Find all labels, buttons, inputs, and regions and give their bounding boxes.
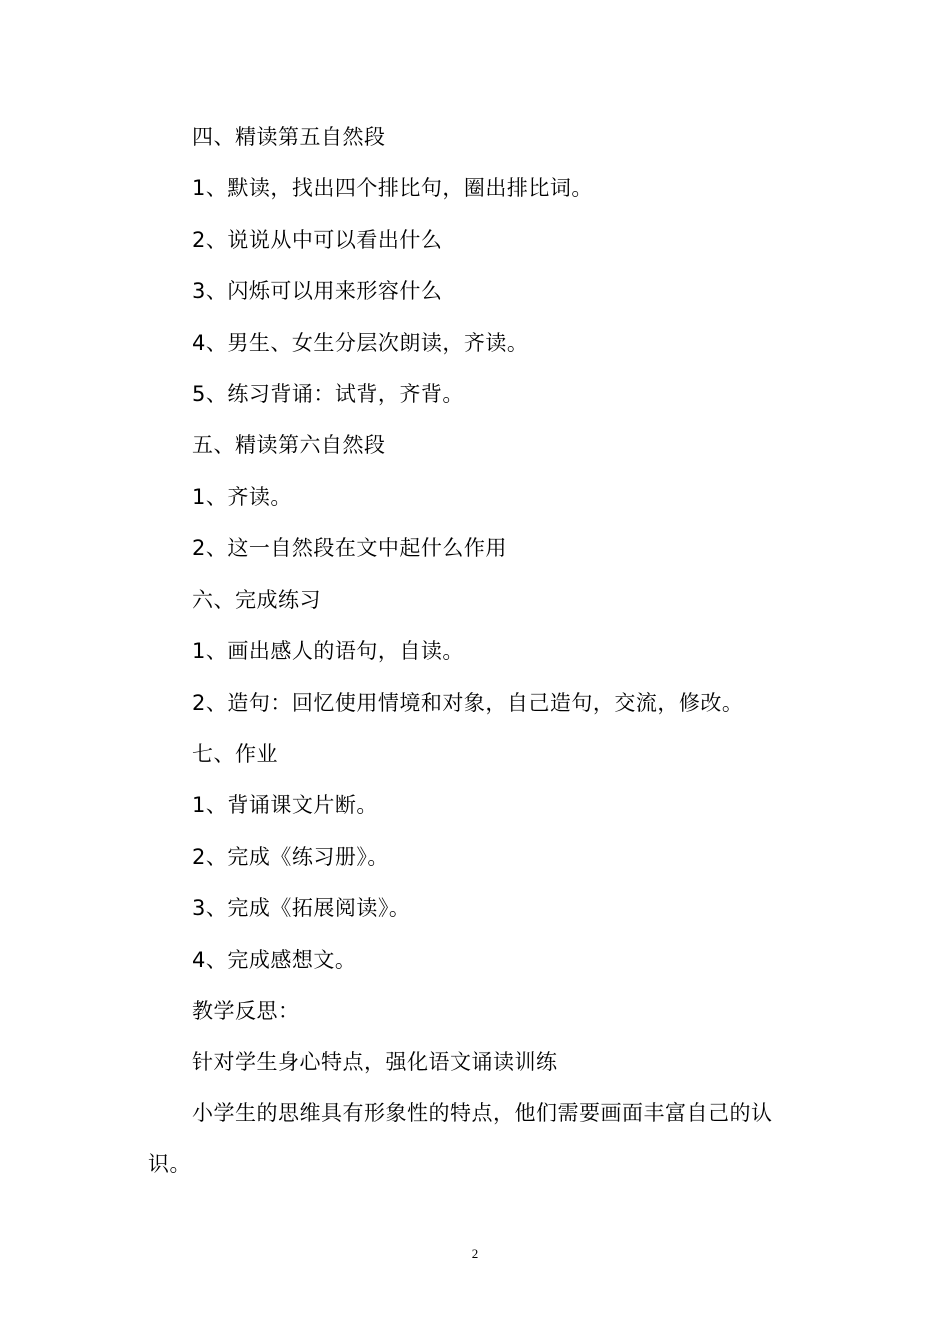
paragraph-text: 小学生的思维具有形象性的特点，他们需要画面丰富自己的认 [192,1101,773,1125]
paragraph-text: 识。 [148,1152,191,1176]
list-item: 1、默读，找出四个排比句，圈出排比词。 [192,176,593,200]
section-heading: 五、精读第六自然段 [192,433,386,457]
list-item: 2、这一自然段在文中起什么作用 [192,536,507,560]
list-item: 3、完成《拓展阅读》。 [192,896,411,920]
list-item: 2、说说从中可以看出什么 [192,228,443,252]
list-item: 2、造句：回忆使用情境和对象，自己造句，交流，修改。 [192,691,744,715]
list-item: 1、背诵课文片断。 [192,793,378,817]
list-item: 4、完成感想文。 [192,948,357,972]
paragraph-heading: 针对学生身心特点，强化语文诵读训练 [192,1050,558,1074]
section-heading: 六、完成练习 [192,588,321,612]
list-item: 1、齐读。 [192,485,292,509]
list-item: 4、男生、女生分层次朗读，齐读。 [192,331,529,355]
section-heading: 教学反思： [192,999,300,1023]
list-item: 3、闪烁可以用来形容什么 [192,279,443,303]
page-number: 2 [471,1246,479,1261]
list-item: 5、练习背诵：试背，齐背。 [192,382,464,406]
section-heading: 四、精读第五自然段 [192,125,386,149]
section-heading: 七、作业 [192,742,278,766]
list-item: 1、画出感人的语句，自读。 [192,639,464,663]
list-item: 2、完成《练习册》。 [192,845,389,869]
